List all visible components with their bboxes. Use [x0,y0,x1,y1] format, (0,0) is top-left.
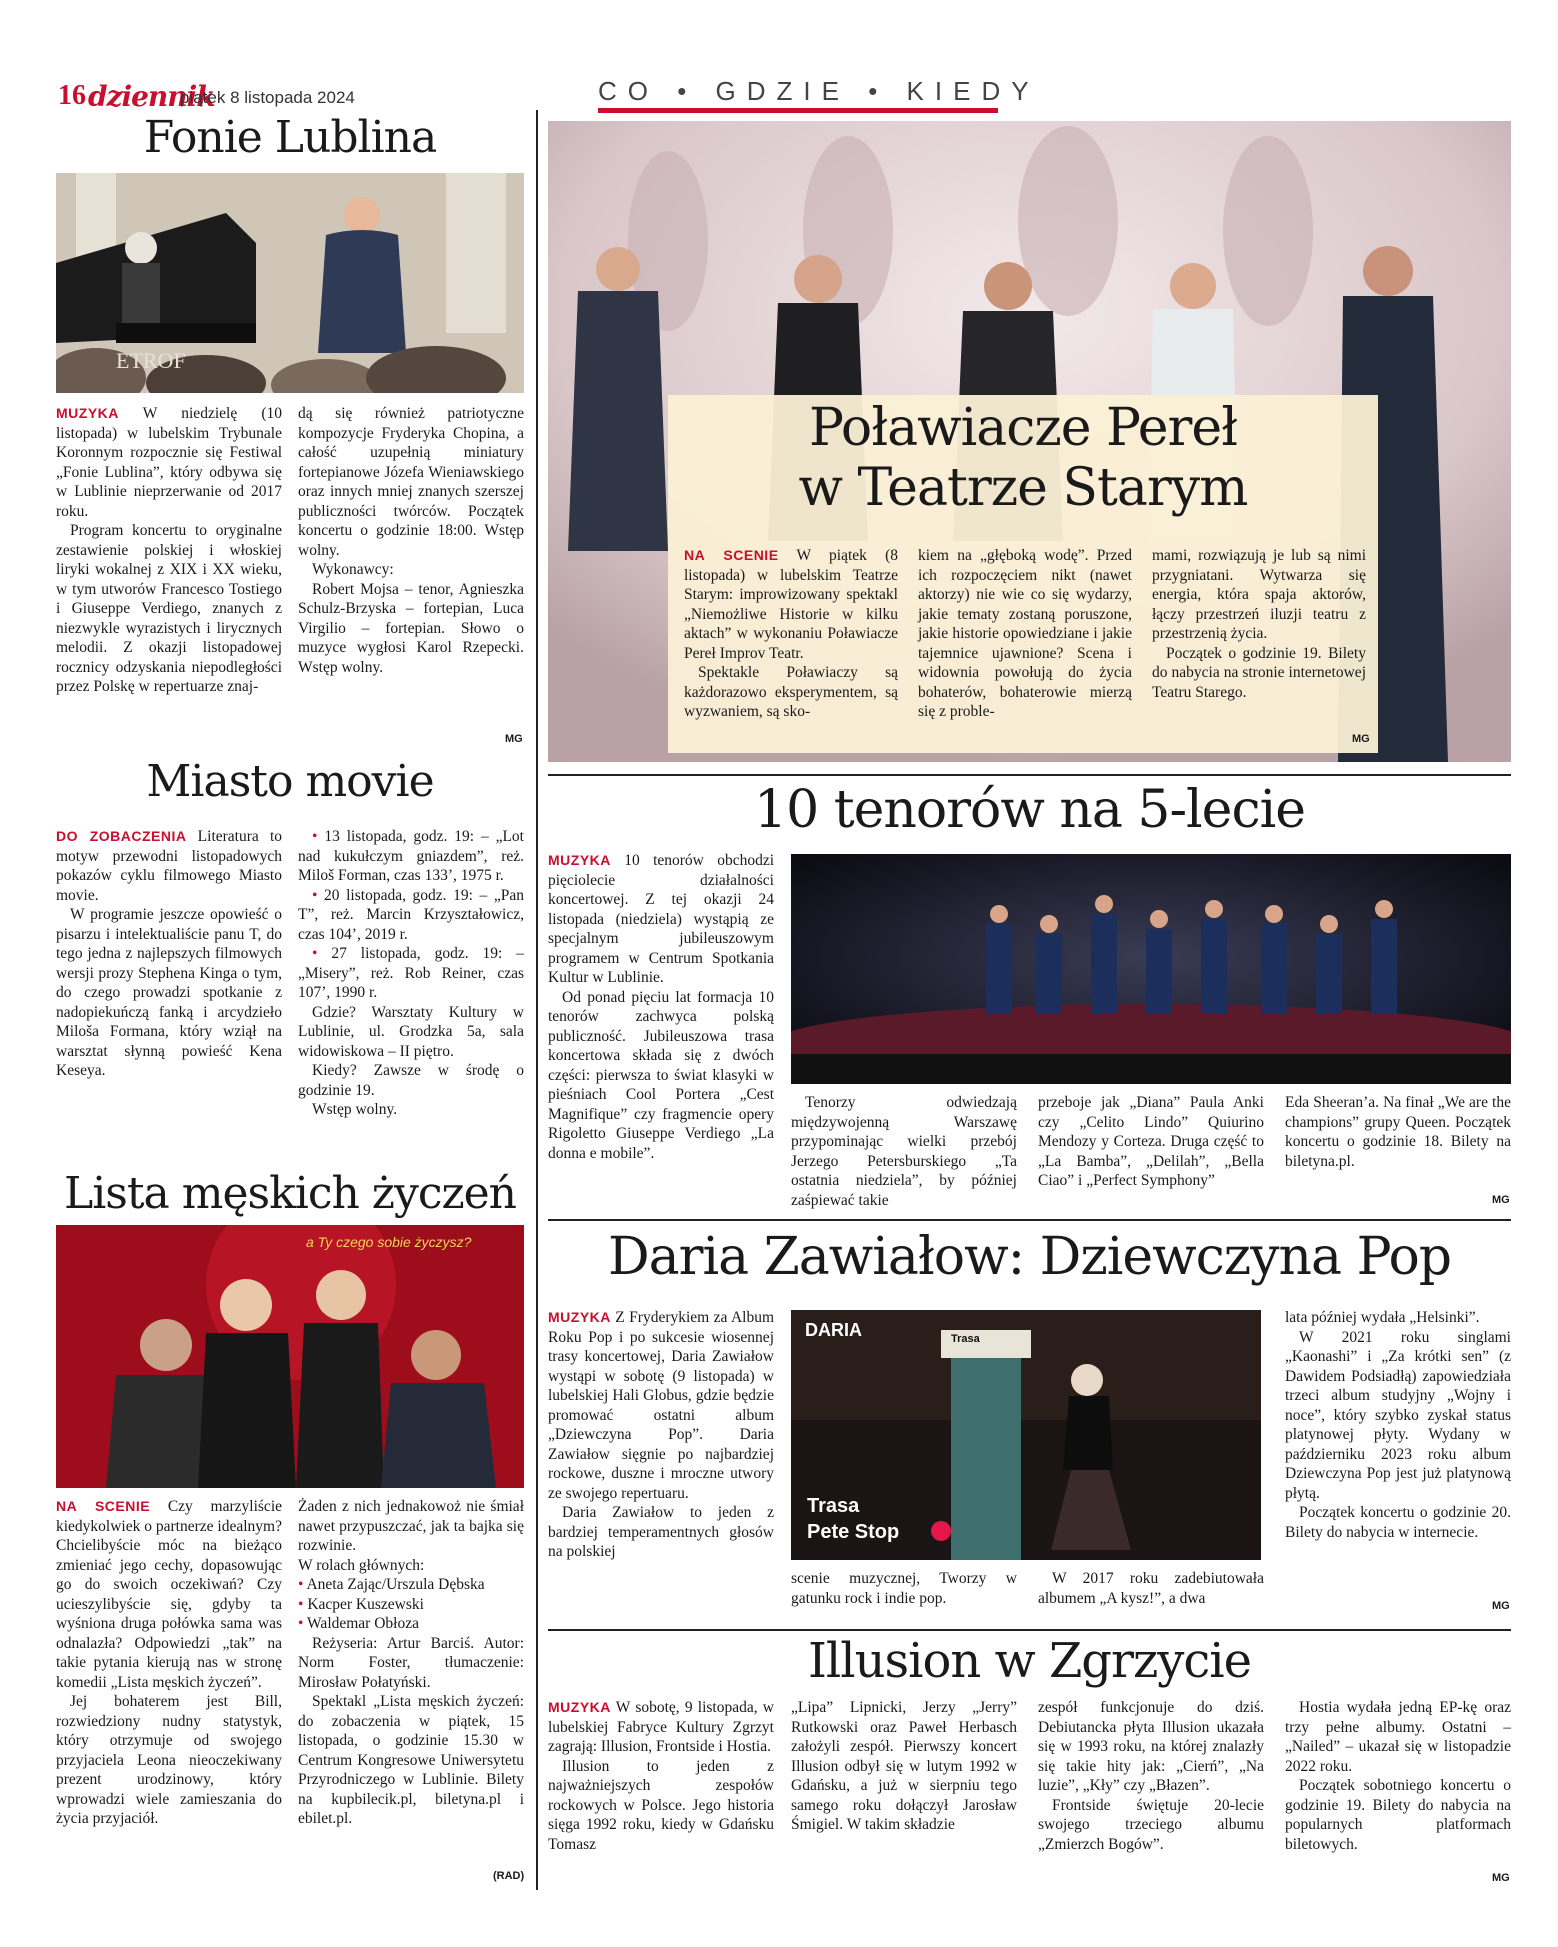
poster-tour: Pete Stop [807,1521,900,1543]
tenorow-p2: Od ponad pięciu lat formacja 10 tenorów zachwyca polską publiczność. Jubileuszowa trasa koncertowa składa się z dwóch części: pierwsza to świat klasyki w pieśniach Cool Portera „Cest Magnifique” czy fragmencie opery Rigoletto Giuseppe Verdiego „La donna e mobile”. [548,988,774,1162]
poster-tagline: a Ty czego sobie życzysz? [306,1234,472,1250]
polawiacze-p2: Spektakle Poławiaczy są każdorazowo eksperymentem, są wyzwaniem, są sko- [684,664,898,720]
polawiacze-p4: mami, rozwiązują je lub są nimi przygniatani. Wytwarza się energia, która spaja aktorów, łączy przestrzeń iluzji teatru z przestrzenią życia. [1152,547,1366,642]
fonie-signature: MG [505,733,523,745]
tenorow-p4: przeboje jak „Diana” Paula Anki czy „Celito Lindo” Quiurino Mendozy y Corteza. Druga część to „La Bamba”, „Delilah”, „Bella Ciao” i „Perfect Symphony” [1038,1094,1264,1189]
fonie-p5: Robert Mojsa – tenor, Agnieszka Schulz-Brzyska – fortepian, Luca Virgilio – fortepian. Słowo o muzyce wygłosi Karol Rzepecki. Wstęp wolny. [298,580,524,676]
lista-cast-1: Aneta Zając/Urszula Dębska [306,1576,485,1593]
poster-trasa-big: Trasa [807,1495,860,1517]
daria-col3 [1038,1569,1264,1608]
daria-p2: Daria Zawiałow to jeden z bardziej temperamentnych głosów na polskiej [548,1504,774,1560]
newspaper-logo: dziennik [88,80,215,113]
polawiacze-col1 [684,546,898,722]
poster-name: DARIA [805,1320,862,1340]
polawiacze-p5: Początek o godzinie 19. Bilety do nabycia na stronie internetowej Teatru Starego. [1152,644,1366,701]
tenorow-p1: 10 tenorów obchodzi pięciolecie działalności koncertowej. Z tej okazji 24 listopada (niedziela) wystąpią ze specjalnym jubileuszowym programem w Centrum Spotkania Kultur w Lublinie. [548,852,775,986]
tenorow-kicker: MUZYKA [548,852,611,868]
daria-p5: lata później wydała „Helsinki”. [1285,1309,1480,1326]
section-divider [548,774,1511,776]
daria-p6: W 2021 roku singlami „Kaonashi” i „Za krótki sen” (z Dawidem Podsiadłą) zapowiedziała trzeci album studyjny „Wojny i noce”, który szybko zyskał status platynowej płyty. Wydany w październiku 2023 roku album Dziewczyna Pop jest już platynową płytą. [1285,1328,1511,1502]
fonie-col1 [56,404,282,697]
lista-cast-heading: W rolach głównych: [298,1556,425,1574]
daria-title: Daria Zawiałow: Dziewczyna Pop [607,1227,1452,1287]
tenorow-col4 [1285,1093,1511,1171]
miasto-entry: Wstęp wolny. [312,1101,398,1118]
lista-kicker: NA SCENIE [56,1498,151,1514]
lista-cast-2: Kacper Kuszewski [307,1595,424,1613]
miasto-p1: Literatura to motyw przewodni listopadowych pokazów cyklu filmowego Miasto movie. [56,828,283,904]
polawiacze-col2 [918,546,1132,722]
fonie-title: Fonie Lublina [143,112,437,163]
column-divider [536,110,538,1890]
fonie-concert-photo [56,173,524,393]
fonie-kicker: MUZYKA [56,405,119,421]
illusion-kicker: MUZYKA [548,1699,611,1715]
fonie-p4: Wykonawcy: [312,561,394,578]
fonie-p3: dą się również patriotyczne kompozycje Fryderyka Chopina, a całość uzupełnią miniatury fortepianowe Józefa Wieniawskiego oraz innych mniej znanych szerszej publiczności twórców. Początek koncertu o godzinie 18:00. Wstęp wolny. [298,405,524,559]
poster-trasa: Trasa [951,1333,980,1345]
lista-p5: Spektakl „Lista męskich życzeń: do zobaczenia w piątek, 15 listopada, o godzinie 15.30 w Centrum Kongresowe Uniwersytetu Przyrodniczego w Lublinie. Bilety na kupbilecik.pl, biletyna.pl i ebilet.pl. [298,1693,524,1827]
illusion-p1: W sobotę, 9 listopada, w lubelskiej Fabryce Kultury Zgrzyt zagrają: Illusion, Frontside i Hostia. [548,1699,774,1755]
issue-date: piątek 8 listopada 2024 [180,88,355,107]
daria-signature: MG [1492,1600,1510,1612]
tenorow-p5: Eda Sheeran’a. Na finał „We are the champions” grupy Queen. Początek koncertu o godzinie 18. Bilety na biletyna.pl. [1285,1094,1511,1170]
miasto-bullet-2: 20 listopada, godz. 19: – „Pan T”, reż. Marcin Krzyształowicz, czas 104’, 2019 r. [298,886,525,943]
illusion-p4: zespół funkcjonuje do dziś. Debiutancka płyta Illusion ukazała się w 1993 roku, na której znalazły się takie hity jak: „Cierń”, „Na luzie”, „Kły” czy „Błazen”. [1038,1699,1264,1794]
illusion-p6: Hostia wydała jedną EP-kę oraz trzy pełne albumy. Ostatni – „Nailed” – ukazał się w listopadzie 2022 roku. [1285,1699,1511,1775]
polawiacze-kicker: NA SCENIE [684,547,779,563]
polawiacze-p3: kiem na „głęboką wodę”. Przed ich rozpoczęciem nikt (nawet aktorzy) nie wie co się wydarzy, jakie tematy zostaną poruszone, jakie historie opowiedziane i jakie tajemnice ujawnione? Scena i widownia powołują do życia bohaterów, bohaterowie mierzą się z proble- [918,547,1132,720]
illusion-col1 [548,1698,774,1854]
illusion-p2: Illusion to jeden z najważniejszych zespołów rockowych w Polsce. Jego historia sięga 1992 roku, kiedy w Gdańsku Tomasz [548,1757,774,1853]
lista-p1: Czy marzyliście kiedykolwiek o partnerze idealnym? Chcielibyście móc na bieżąco zmieniać jego cechy, dopasowując go do swoich oczekiwań? Czy ucieszylibyście się, gdyby ta wyśniona druga połówka sama was odnalazła? Odpowiedzi „tak” na takie pytania kierują nas w stronę komedii „Lista męskich życzeń”. [56,1498,282,1691]
lista-poster [56,1225,524,1488]
daria-poster [791,1310,1261,1560]
lista-signature: (RAD) [493,1870,525,1882]
fonie-p1: W niedzielę (10 listopada) w lubelskim Trybunale Koronnym rozpocznie się Festiwal „Fonie Lublina”, który odbywa się w Lublinie nieprzerwanie od 2017 roku. [56,405,282,520]
miasto-bullet-1: 13 listopada, godz. 19: – „Lot nad kukułczym gniazdem”, reż. Miloš Forman, czas 133’, 1975 r. [298,828,524,884]
daria-p1: Z Fryderykiem za Album Roku Pop i po sukcesie wiosennej trasy koncertowej, Daria Zawiałow wystąpi w sobotę (9 listopada) w lubelskiej Hali Globus, gdzie będzie promować ostatni album „Dziewczyna Pop”. Daria Zawiałow sięgnie po najbardziej rockowe, duszne i mroczne utwory ze swojego repertuaru. [548,1309,774,1502]
lista-p4: Reżyseria: Artur Barciś. Autor: Norm Foster, tłumaczenie: Mirosław Połatyński. [298,1634,524,1691]
lista-cast-3: Waldemar Obłoza [307,1615,419,1632]
daria-p3: scenie muzycznej, Tworzy w gatunku rock i indie pop. [791,1570,1017,1607]
fonie-p2: Program koncertu to oryginalne zestawienie polskiej i włoskiej liryki wokalnej z XIX i XX wieku, w tym utworów Francesco Tostiego i Giuseppe Verdiego, znanych z niezwykle wyrazistych i lirycznych melodii. Z okazji listopadowej rocznicy odzyskania niepodległości przez Polskę w repertuarze znaj- [56,522,282,695]
illusion-col4 [1285,1698,1511,1854]
polawiacze-col3 [1152,546,1366,702]
lista-col2: Żaden z nich jednakowoż nie śmiał nawet przypuszczać, jak ta bajka się rozwinie. W rolach głównych: • Aneta Zając/Urszula Dębska • Kacper Kuszewski • Waldemar Obłoza Reżyseria: Artur Barciś. Autor: Norm Foster, tłumaczenie: Mirosław Połatyński. Spektakl „Lista męskich życzeń: do zobaczenia w piątek, 15 listopada, o godzinie 15.30 w Centrum Kongresowe Uniwersytetu Przyrodniczego w Lublinie. Bilety na kupbilecik.pl, biletyna.pl i ebilet.pl. [298,1498,524,1827]
daria-p7: Początek koncertu o godzinie 20. Bilety do nabycia w internecie. [1285,1504,1511,1541]
polawiacze-title-line1: Poławiacze Pereł [809,398,1237,458]
miasto-bullet-3: 27 listopada, godz. 19: – „Misery”, reż. Rob Reiner, czas 107’, 1990 r. [298,945,524,1001]
illusion-p3: „Lipa” Lipnicki, Jerzy „Jerry” Rutkowski oraz Paweł Herbasch założyli zespół. Pierwszy koncert Illusion odbył się w lutym 1992 w Gdańsku, a już w sierpniu tego samego roku dołączył Jarosław Śmigiel. W takim składzie [791,1699,1017,1833]
miasto-col1 [56,827,282,1081]
tenorow-signature: MG [1492,1194,1510,1206]
daria-col1 [548,1308,774,1562]
lista-col1 [56,1497,282,1829]
daria-col2 [791,1569,1017,1608]
miasto-col2: • 13 listopada, godz. 19: – „Lot nad kukułczym gniazdem”, reż. Miloš Forman, czas 133’, 1975 r. • 20 listopada, godz. 19: – „Pan T”, reż. Marcin Krzyształowicz, czas 104’, 2019 r. • 27 listopada, godz. 19: – „Misery”, reż. Rob Reiner, czas 107’, 1990 r. Gdzie? Warsztaty Kultury w Lublinie, ul. Grodzka 5a, sala widowiskowa – II piętro. Kiedy? Zawsze w środę o godzinie 19. Wstęp wolny. [298,828,525,1118]
miasto-title: Miasto movie [146,756,434,807]
lista-title: Lista męskich życzeń [63,1168,517,1219]
daria-kicker: MUZYKA [548,1309,611,1325]
section-divider [548,1219,1511,1221]
polawiacze-signature: MG [1352,733,1370,745]
miasto-kicker: DO ZOBACZENIA [56,828,187,844]
lista-p3: Żaden z nich jednakowoż nie śmiał nawet przypuszczać, jak ta bajka się rozwinie. [298,1498,524,1554]
section-rule [598,108,998,113]
illusion-p7: Początek sobotniego koncertu o godzinie 19. Bilety do nabycia na popularnych platformach biletowych. [1285,1777,1511,1853]
tenorow-concert-photo [791,854,1511,1084]
tenorow-title: 10 tenorów na 5-lecie [754,780,1305,840]
fonie-col2 [298,404,524,677]
miasto-p2: W programie jeszcze opowieść o pisarzu i intelektualiście panu T, do tego jedna z najlepszych filmowych wersji prozy Stephena Kinga o tym, do czego prowadzi spotkanie z nadopiekuńczą fanką i arcydzieło Miloša Formana, który wziął na warsztat słynną powieść Kena Keseya. [56,906,282,1079]
illusion-col2 [791,1698,1017,1835]
daria-col4 [1285,1308,1511,1542]
miasto-when: Kiedy? Zawsze w środę o godzinie 19. [298,1062,524,1099]
piano-brand: ETROF [116,348,186,373]
polawiacze-p1: W piątek (8 listopada) w lubelskim Teatrze Starym: improwizowany spektakl „Niemożliwe Historie w kilku aktach” w wykonaniu Poławiacze Pereł Improv Teatr. [684,547,898,662]
page-number: 16 [58,80,86,111]
polawiacze-title [668,398,1378,518]
illusion-p5: Frontside świętuje 20-lecie swojego trzeciego albumu „Zmierzch Bogów”. [1038,1796,1264,1853]
illusion-title: Illusion w Zgrzycie [807,1633,1252,1689]
polawiacze-title-line2: w Teatrze Starym [798,458,1248,518]
tenorow-col1 [548,851,774,1163]
section-title: CO • GDZIE • KIEDY [598,76,1040,106]
tenorow-col2 [791,1093,1017,1210]
tenorow-p3: Tenorzy odwiedzają międzywojenną Warszawę przypominając wielki przebój Jerzego Petersburskiego „Ta ostatnia niedziela”, by później zaśpiewać takie [791,1094,1017,1209]
section-divider [548,1629,1511,1631]
lista-p2: Jej bohaterem jest Bill, rozwiedziony nudny statystyk, który otrzymuje od swojego przyjaciela Leona nieoczekiwany prezent urodzinowy, który wprowadzi wiele zamieszania do życia przyjaciół. [56,1693,282,1827]
illusion-signature: MG [1492,1872,1510,1884]
illusion-col3 [1038,1698,1264,1854]
miasto-where: Gdzie? Warsztaty Kultury w Lublinie, ul. Grodzka 5a, sala widowiskowa – II piętro. [298,1003,524,1060]
tenorow-col3 [1038,1093,1264,1191]
daria-p4: W 2017 roku zadebiutowała albumem „A kysz!”, a dwa [1038,1570,1264,1607]
